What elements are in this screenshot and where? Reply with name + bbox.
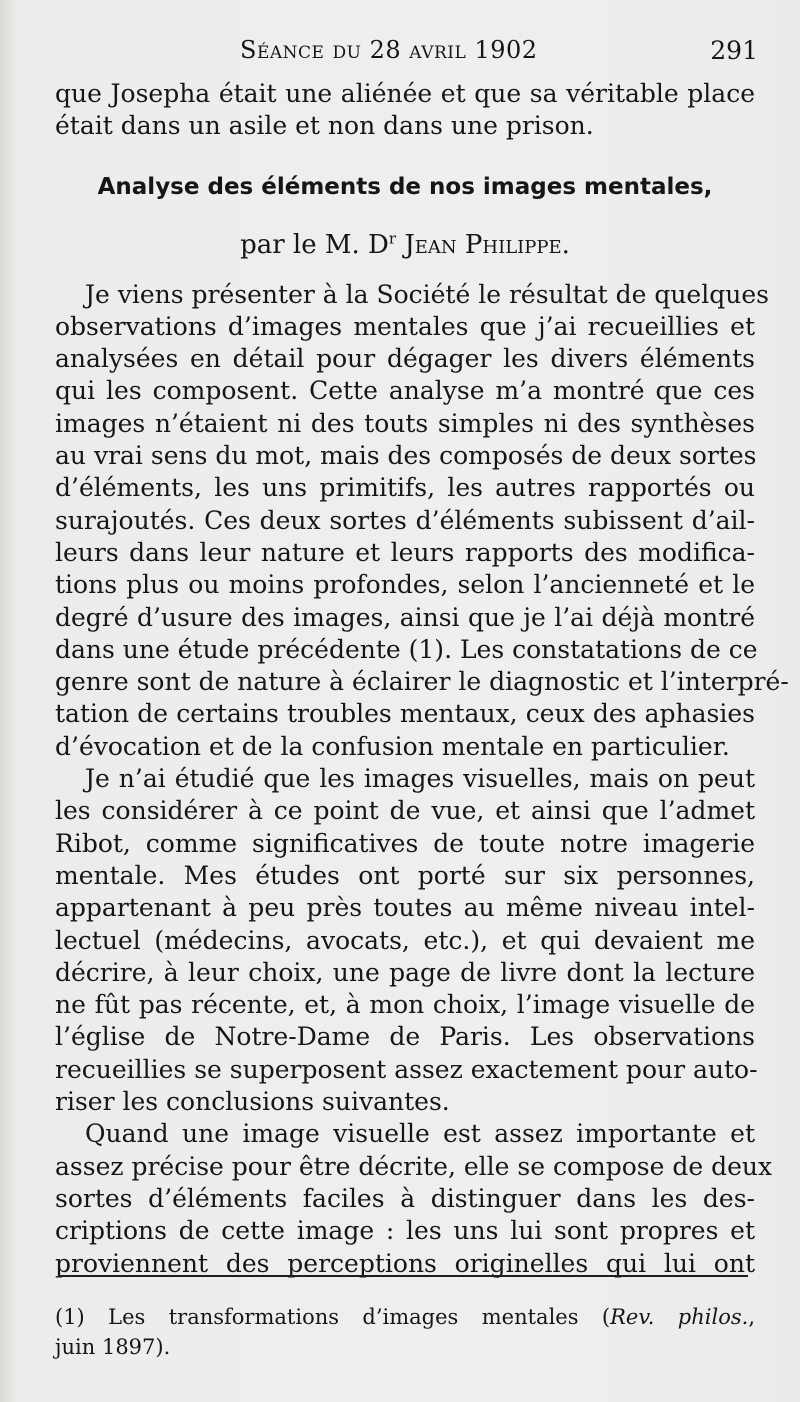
text-line: tions plus ou moins profondes, selon l’ancienneté et le <box>55 570 755 600</box>
text-line: criptions de cette image : les uns lui sont propres et <box>55 1216 755 1246</box>
running-title: Séance du 28 avril 1902 <box>240 36 538 64</box>
footnote-text: (1) Les transformations d’images mentales ( <box>55 1305 611 1329</box>
paragraph-1 <box>55 279 789 763</box>
text-line: était dans un asile et non dans une prison. <box>55 111 594 141</box>
paragraph-2 <box>55 763 758 1118</box>
text-line: tation de certains troubles mentaux, ceux des aphasies <box>55 699 755 729</box>
text-line: analysées en détail pour dégager les divers éléments <box>55 344 755 374</box>
section-title: Analyse des éléments de nos images mentales, <box>97 173 713 200</box>
text-line: Quand une image visuelle est assez importante et <box>85 1119 755 1149</box>
page-number: 291 <box>710 36 758 65</box>
text-line: au vrai sens du mot, mais des composés de deux sortes <box>55 441 757 471</box>
text-line: surajoutés. Ces deux sortes d’éléments subissent d’ail- <box>55 505 755 535</box>
text-line: Je viens présenter à la Société le résultat de quelques <box>85 279 769 309</box>
text-line: riser les conclusions suivantes. <box>55 1087 450 1117</box>
paragraph-3 <box>55 1118 773 1279</box>
author-byline <box>55 225 755 265</box>
text-line: observations d’images mentales que j’ai recueillies et <box>55 311 755 341</box>
text-line: proviennent des perceptions originelles qui lui ont <box>55 1248 755 1278</box>
footnote-line: juin 1897). <box>55 1335 171 1359</box>
footnote-rule <box>58 1275 748 1277</box>
byline-superscript: r <box>388 228 397 247</box>
text-line: lectuel (médecins, avocats, etc.), et qui devaient me <box>55 925 755 955</box>
text-line: leurs dans leur nature et leurs rapports des modifica- <box>55 537 755 567</box>
text-line: dans une étude précédente (1). Les constatations de ce <box>55 634 758 664</box>
text-line: recueillies se superposent assez exactement pour auto- <box>55 1054 758 1084</box>
text-line: degré d’usure des images, ainsi que je l’ai déjà montré <box>55 602 755 632</box>
text-line: d’évocation et de la confusion mentale en particulier. <box>55 731 730 761</box>
running-head <box>50 30 758 70</box>
text-line: images n’étaient ni des touts simples ni des synthèses <box>55 408 755 438</box>
footnote-line <box>55 1302 755 1332</box>
text-line: ne fût pas récente, et, à mon choix, l’image visuelle de <box>55 990 755 1020</box>
author-name: Jean Philippe. <box>404 229 570 260</box>
text-line: les considérer à ce point de vue, et ainsi que l’admet <box>55 796 755 826</box>
text-line: genre sont de nature à éclairer le diagnostic et l’interpré- <box>55 667 789 697</box>
text-line: que Josepha était une aliénée et que sa véritable place <box>55 79 755 108</box>
text-line: Ribot, comme significatives de toute notre imagerie <box>55 828 755 858</box>
text-line: assez précise pour être décrite, elle se compose de deux <box>55 1151 773 1181</box>
text-line: sortes d’éléments faciles à distinguer dans les des- <box>55 1183 755 1213</box>
footnote <box>55 1302 755 1362</box>
text-line: qui les composent. Cette analyse m’a montré que ces <box>55 376 755 406</box>
text-line: l’église de Notre-Dame de Paris. Les observations <box>55 1022 755 1052</box>
footnote-punctuation: , <box>748 1305 755 1329</box>
text-line: d’éléments, les uns primitifs, les autres rapportés ou <box>55 473 755 503</box>
text-line: mentale. Mes études ont porté sur six personnes, <box>55 860 755 890</box>
text-line: appartenant à peu près toutes au même niveau intel- <box>55 893 755 923</box>
journal-title: Rev. philos. <box>610 1305 749 1329</box>
byline-prefix: par le M. D <box>240 229 389 260</box>
main-text <box>55 78 789 1280</box>
text-line: Je n’ai étudié que les images visuelles, mais on peut <box>85 764 755 794</box>
text-line: décrire, à leur choix, une page de livre dont la lecture <box>55 957 755 987</box>
